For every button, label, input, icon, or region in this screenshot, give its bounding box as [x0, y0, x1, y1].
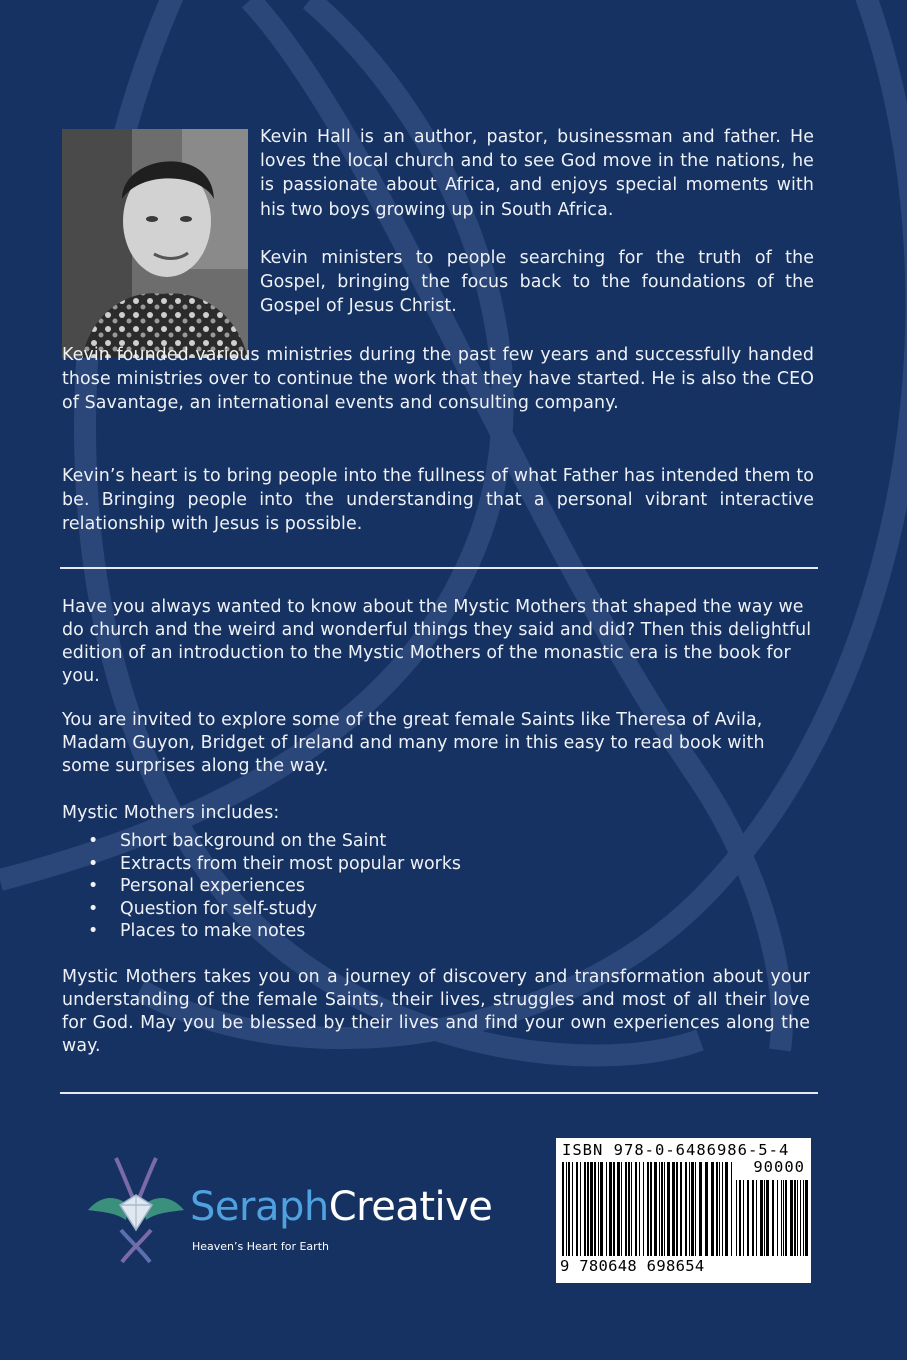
list-item-text: Short background on the Saint	[120, 831, 387, 851]
barcode-bar	[647, 1162, 649, 1256]
isbn-label: ISBN 978-0-6486986-5-4	[562, 1141, 790, 1159]
addon-bar	[805, 1180, 808, 1256]
barcode-bar	[590, 1162, 593, 1256]
list-item	[62, 920, 461, 943]
list-item-text: Personal experiences	[120, 876, 305, 897]
addon-bar	[797, 1180, 798, 1256]
section-divider-top	[60, 567, 818, 569]
addon-bar	[766, 1180, 769, 1256]
barcode-bar	[621, 1162, 622, 1256]
addon-bar	[803, 1180, 804, 1256]
includes-list	[62, 830, 461, 943]
bullet-dot: •	[88, 853, 99, 874]
barcode-bar	[625, 1162, 627, 1256]
isbn-barcode	[556, 1138, 811, 1283]
barcode-bar	[659, 1162, 660, 1256]
barcode-bar	[613, 1162, 615, 1256]
publisher-tagline: Heaven’s Heart for Earth	[192, 1240, 329, 1253]
barcode-bar	[609, 1162, 612, 1256]
addon-bar	[756, 1180, 757, 1256]
barcode-bar	[584, 1162, 586, 1256]
barcode-bar	[672, 1162, 675, 1256]
barcode-bar	[722, 1162, 723, 1256]
addon-bar	[752, 1180, 754, 1256]
addon-bar	[736, 1180, 737, 1256]
barcode-bar	[635, 1162, 637, 1256]
barcode-bar	[664, 1162, 665, 1256]
bio-paragraph-3: Kevin founded various ministries during the past few years and successfully handed those ministries over to continue the work that they have started. He is also the CEO of Savantage, an international events and consulting company.	[62, 345, 814, 414]
barcode-bar	[716, 1162, 718, 1256]
addon-bar	[785, 1180, 787, 1256]
barcode-bar	[598, 1162, 599, 1256]
barcode-bar	[667, 1162, 670, 1256]
list-item-text: Extracts from their most popular works	[120, 853, 461, 874]
addon-bar	[760, 1180, 763, 1256]
ean-digits: 9 780648 698654	[560, 1257, 705, 1275]
barcode-bar	[600, 1162, 603, 1256]
barcode-bar	[705, 1162, 708, 1256]
addon-bar	[743, 1180, 744, 1256]
list-item	[62, 898, 461, 921]
barcode-bar	[576, 1162, 578, 1256]
barcode-bar	[661, 1162, 663, 1256]
barcode-bar	[594, 1162, 596, 1256]
barcode-bar	[719, 1162, 720, 1256]
bullet-dot: •	[88, 898, 99, 919]
addon-bar	[790, 1180, 793, 1256]
publisher-name: SeraphCreative	[190, 1184, 493, 1230]
seraph-diamond-icon	[86, 1150, 186, 1265]
list-item-text: Question for self-study	[120, 898, 318, 919]
barcode-bar	[654, 1162, 657, 1256]
barcode-bar	[699, 1162, 702, 1256]
addon-bar	[747, 1180, 749, 1256]
barcode-bar	[566, 1162, 567, 1256]
barcode-bar	[580, 1162, 581, 1256]
list-item	[62, 875, 461, 898]
bullet-dot: •	[88, 876, 99, 897]
list-item-text: Places to make notes	[120, 921, 306, 942]
author-photo	[62, 129, 248, 358]
barcode-bar	[685, 1162, 687, 1256]
bio-paragraph-4: Kevin’s heart is to bring people into the fullness of what Father has intended them to be. Bringing people into the understanding that a personal vibrant interactive relationship with Jesus is possible.	[62, 466, 814, 535]
barcode-bar	[572, 1162, 573, 1256]
bio-paragraph-1: Kevin Hall is an author, pastor, businessman and father. He loves the local church and to see God move in the nations, he is passionate about Africa, and enjoys special moments with his two boys growing up in South Africa.	[260, 127, 814, 220]
barcode-bar	[650, 1162, 652, 1256]
bullet-dot: •	[88, 831, 99, 851]
list-item	[62, 830, 461, 853]
barcode-bar	[680, 1162, 682, 1256]
list-item	[62, 853, 461, 876]
publisher-logo	[86, 1150, 516, 1265]
addon-bar	[777, 1180, 778, 1256]
blurb-closing: Mystic Mothers takes you on a journey of discovery and transformation about your understanding of the female Saints, their lives, struggles and most of all their love for God. May you be blessed by their lives and find your own experiences along the way.	[62, 967, 810, 1056]
addon-bar	[739, 1180, 741, 1256]
barcode-bar	[568, 1162, 570, 1256]
barcode-bar	[691, 1162, 694, 1256]
barcode-bar	[587, 1162, 589, 1256]
barcode-bar	[617, 1162, 620, 1256]
addon-bar	[800, 1180, 801, 1256]
addon-bar	[764, 1180, 765, 1256]
addon-bar	[794, 1180, 796, 1256]
barcode-bar	[606, 1162, 607, 1256]
barcode-bar	[631, 1162, 632, 1256]
barcode-bar	[676, 1162, 678, 1256]
includes-heading: Mystic Mothers includes:	[62, 803, 280, 823]
price-code: 90000	[753, 1158, 805, 1176]
bullet-dot: •	[88, 921, 99, 942]
addon-bar	[772, 1180, 774, 1256]
barcode-bar	[711, 1162, 714, 1256]
blurb-invite: You are invited to explore some of the great female Saints like Theresa of Avila, Madam Guyon, Bridget of Ireland and many more in this easy to read book with some surprises along the way.	[62, 710, 765, 776]
bio-paragraph-2: Kevin ministers to people searching for the truth of the Gospel, bringing the focus back to the foundations of the Gospel of Jesus Christ.	[260, 248, 814, 317]
barcode-bar	[689, 1162, 690, 1256]
blurb-intro: Have you always wanted to know about the Mystic Mothers that shaped the way we do church and the weird and wonderful things they said and did? Then this delightful edition of an introduction to the Mystic Mothers of the monastic era is the book for you.	[62, 597, 812, 686]
barcode-bar	[731, 1162, 732, 1256]
barcode-bar	[628, 1162, 630, 1256]
addon-bar	[781, 1180, 782, 1256]
barcode-bar	[562, 1162, 564, 1256]
barcode-bar	[695, 1162, 696, 1256]
barcode-bar	[725, 1162, 728, 1256]
barcode-bar	[639, 1162, 640, 1256]
addon-bar	[783, 1180, 784, 1256]
barcode-bar	[643, 1162, 644, 1256]
section-divider-bottom	[60, 1092, 818, 1094]
